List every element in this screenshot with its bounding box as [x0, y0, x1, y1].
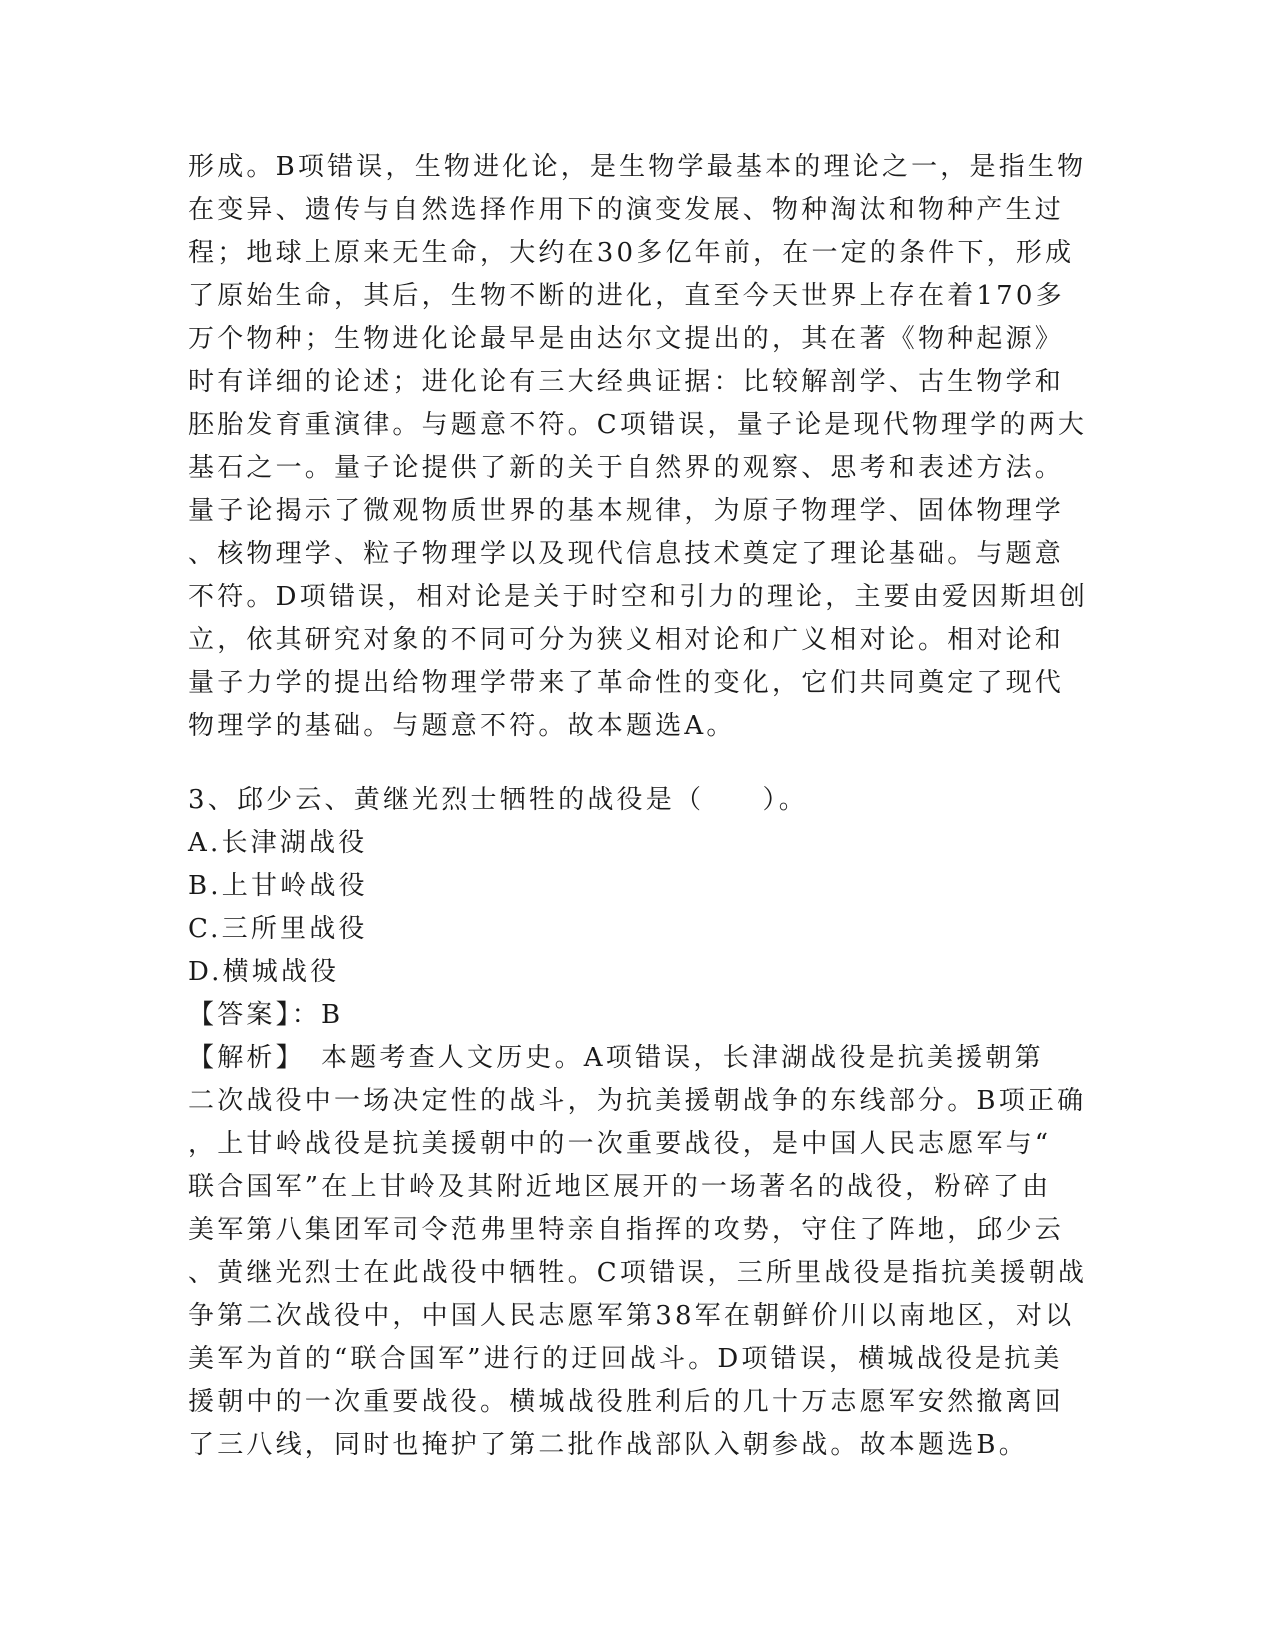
- text-line: 在变异、遗传与自然选择作用下的演变发展、物种淘汰和物种产生过: [188, 195, 1065, 225]
- analysis-line: 了三八线，同时也掩护了第二批作战部队入朝参战。故本题选B。: [188, 1430, 1028, 1460]
- analysis-line: 援朝中的一次重要战役。横城战役胜利后的几十万志愿军安然撤离回: [188, 1387, 1065, 1417]
- text-line: 不符。D项错误，相对论是关于时空和引力的理论，主要由爱因斯坦创: [188, 582, 1089, 612]
- text-line: 了原始生命，其后，生物不断的进化，直至今天世界上存在着170多: [188, 281, 1065, 311]
- answer-line: 【答案】：B: [188, 1000, 344, 1030]
- text-line: 程；地球上原来无生命，大约在30多亿年前，在一定的条件下，形成: [188, 238, 1075, 268]
- analysis-line: ，上甘岭战役是抗美援朝中的一次重要战役，是中国人民志愿军与“: [188, 1129, 1052, 1159]
- analysis-line: 二次战役中一场决定性的战斗，为抗美援朝战争的东线部分。B项正确: [188, 1086, 1087, 1116]
- text-line: 时有详细的论述；进化论有三大经典证据：比较解剖学、古生物学和: [188, 367, 1065, 397]
- analysis-line: 联合国军”在上甘岭及其附近地区展开的一场著名的战役，粉碎了由: [188, 1172, 1052, 1202]
- text-line: 胚胎发育重演律。与题意不符。C项错误，量子论是现代物理学的两大: [188, 410, 1088, 440]
- text-line: 量子力学的提出给物理学带来了革命性的变化，它们共同奠定了现代: [188, 668, 1065, 698]
- analysis-line: 、黄继光烈士在此战役中牺牲。C项错误，三所里战役是指抗美援朝战: [188, 1258, 1088, 1288]
- text-line: 基石之一。量子论提供了新的关于自然界的观察、思考和表述方法。: [188, 453, 1065, 483]
- option-a: A.长津湖战役: [188, 828, 368, 858]
- text-line: 立，依其研究对象的不同可分为狭义相对论和广义相对论。相对论和: [188, 625, 1065, 655]
- analysis-line: 美军第八集团军司令范弗里特亲自指挥的攻势，守住了阵地，邱少云: [188, 1215, 1065, 1245]
- text-line: 万个物种；生物进化论最早是由达尔文提出的，其在著《物种起源》: [188, 324, 1065, 354]
- text-line: 形成。B项错误，生物进化论，是生物学最基本的理论之一，是指生物: [188, 152, 1087, 182]
- previous-analysis-continuation: [188, 146, 1093, 748]
- option-b: B.上甘岭战役: [188, 871, 368, 901]
- text-line: 、核物理学、粒子物理学以及现代信息技术奠定了理论基础。与题意: [188, 539, 1065, 569]
- text-line: 量子论揭示了微观物质世界的基本规律，为原子物理学、固体物理学: [188, 496, 1065, 526]
- option-d: D.横城战役: [188, 957, 340, 987]
- question-3: [188, 779, 1093, 1467]
- analysis-line: 【解析】 本题考查人文历史。A项错误，长津湖战役是抗美援朝第: [188, 1043, 1044, 1073]
- question-stem: 3、邱少云、黄继光烈士牺牲的战役是（ ）。: [188, 785, 808, 815]
- text-line: 物理学的基础。与题意不符。故本题选A。: [188, 711, 736, 741]
- option-c: C.三所里战役: [188, 914, 368, 944]
- analysis-line: 美军为首的“联合国军”进行的迂回战斗。D项错误，横城战役是抗美: [188, 1344, 1063, 1374]
- analysis-line: 争第二次战役中，中国人民志愿军第38军在朝鲜价川以南地区，对以: [188, 1301, 1075, 1331]
